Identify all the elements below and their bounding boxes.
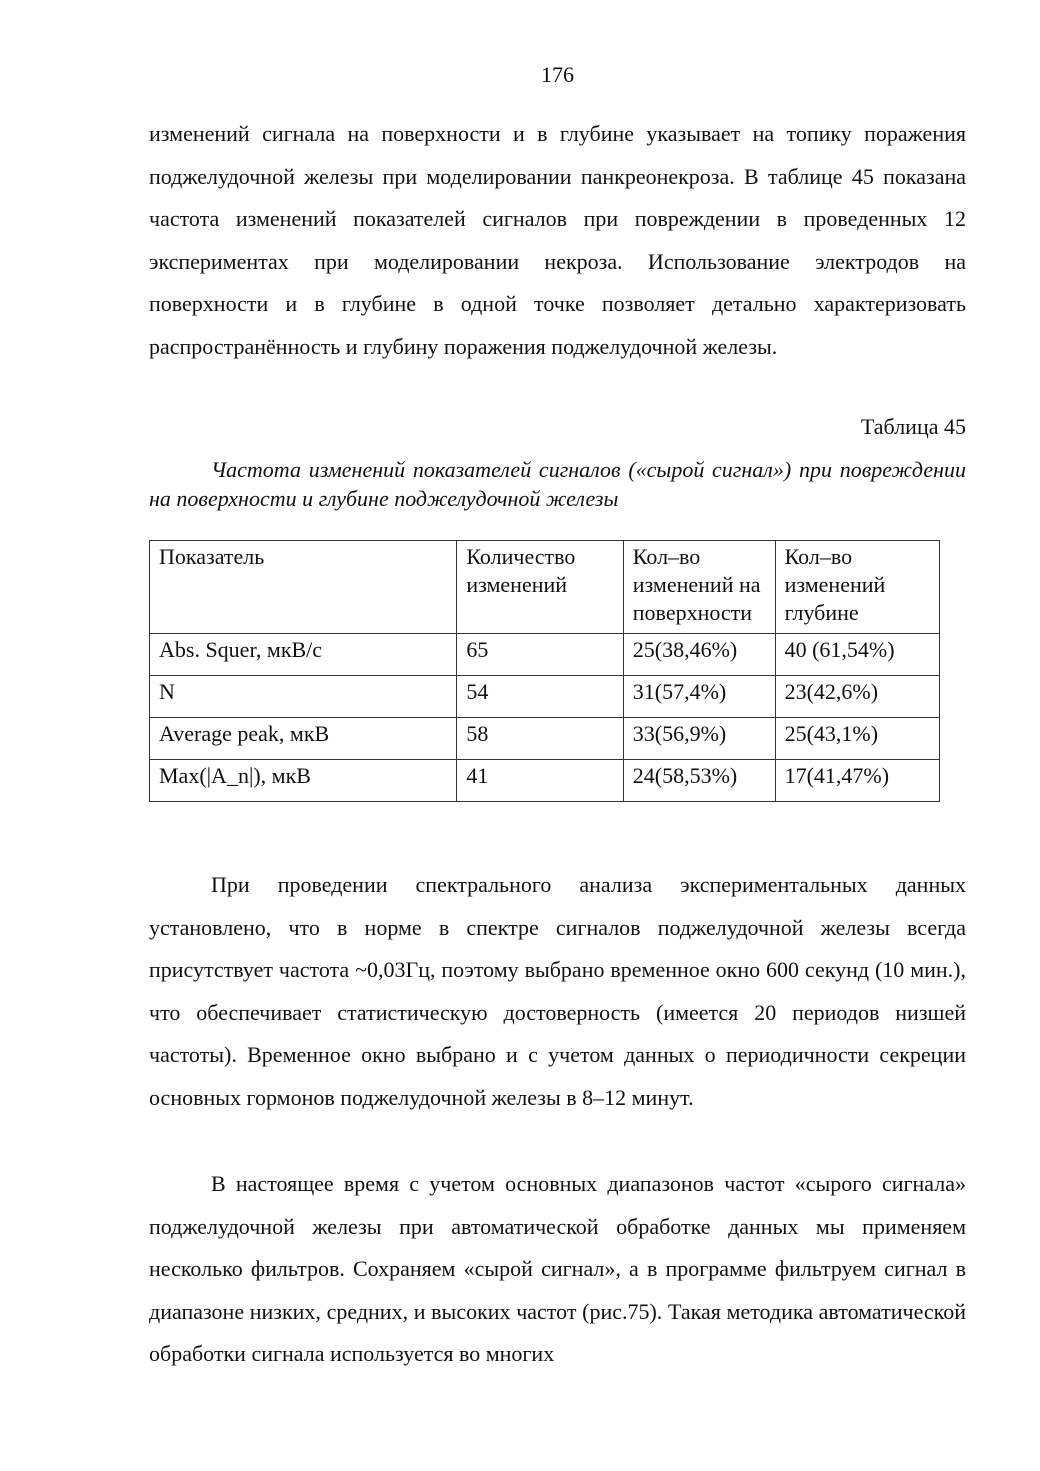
page-number: 176 (541, 62, 574, 87)
table-cell: 17(41,47%) (775, 760, 939, 802)
table-caption: Частота изменений показателей сигналов («сырой сигнал») при повреждении на поверхности и глубине поджелудочной железы (149, 457, 966, 511)
table-cell: 41 (457, 760, 623, 802)
table-cell: 24(58,53%) (623, 760, 775, 802)
table-cell: Average peak, мкВ (150, 718, 457, 760)
table-header-row (150, 541, 940, 634)
table-cell: 65 (457, 634, 623, 676)
table-cell: 23(42,6%) (775, 676, 939, 718)
paragraph-filters: В настоящее время с учетом основных диапазонов частот «сырого сигнала» поджелудочной железы при автоматической обработке данных мы применяем несколько фильтров. Сохраняем «сырой сигнал», а в программе фильтруем сигнал в диапазоне низких, средних, и высоких частот (рис.75). Такая методика автоматической обработки сигнала используется во многих (149, 1171, 966, 1367)
table-cell: 25(38,46%) (623, 634, 775, 676)
header-indicator: Показатель (150, 541, 457, 634)
table-row (150, 634, 940, 676)
table-row (150, 760, 940, 802)
table-row (150, 676, 940, 718)
table-cell: 54 (457, 676, 623, 718)
table-label: Таблица 45 (860, 414, 966, 439)
table-row (150, 718, 940, 760)
header-total-changes: Количество изменений (457, 541, 623, 634)
data-table (149, 540, 940, 802)
table-cell: N (150, 676, 457, 718)
table-cell: 58 (457, 718, 623, 760)
header-surface-changes: Кол–во изменений на поверхности (623, 541, 775, 634)
table-cell: 33(56,9%) (623, 718, 775, 760)
header-depth-changes: Кол–во изменений глубине (775, 541, 939, 634)
table-cell: 40 (61,54%) (775, 634, 939, 676)
intro-paragraph: изменений сигнала на поверхности и в глубине указывает на топику поражения поджелудочной железы при моделировании панкреонекроза. В таблице 45 показана частота изменений показателей сигналов при повреждении в проведенных 12 экспериментах при моделировании некроза. Использование электродов на поверхности и в глубине в одной точке позволяет детально характеризовать распространённость и глубину поражения поджелудочной железы. (149, 121, 966, 359)
table-cell: Max(|A_n|), мкВ (150, 760, 457, 802)
table-cell: 31(57,4%) (623, 676, 775, 718)
paragraph-spectral-analysis: При проведении спектрального анализа экспериментальных данных установлено, что в норме в спектре сигналов поджелудочной железы всегда присутствует частота ~0,03Гц, поэтому выбрано временное окно 600 секунд (10 мин.), что обеспечивает статистическую достоверность (имеется 20 периодов низшей частоты). Временное окно выбрано и с учетом данных о периодичности секреции основных гормонов поджелудочной железы в 8–12 минут. (149, 872, 966, 1110)
table-cell: 25(43,1%) (775, 718, 939, 760)
table-cell: Abs. Squer, мкВ/с (150, 634, 457, 676)
